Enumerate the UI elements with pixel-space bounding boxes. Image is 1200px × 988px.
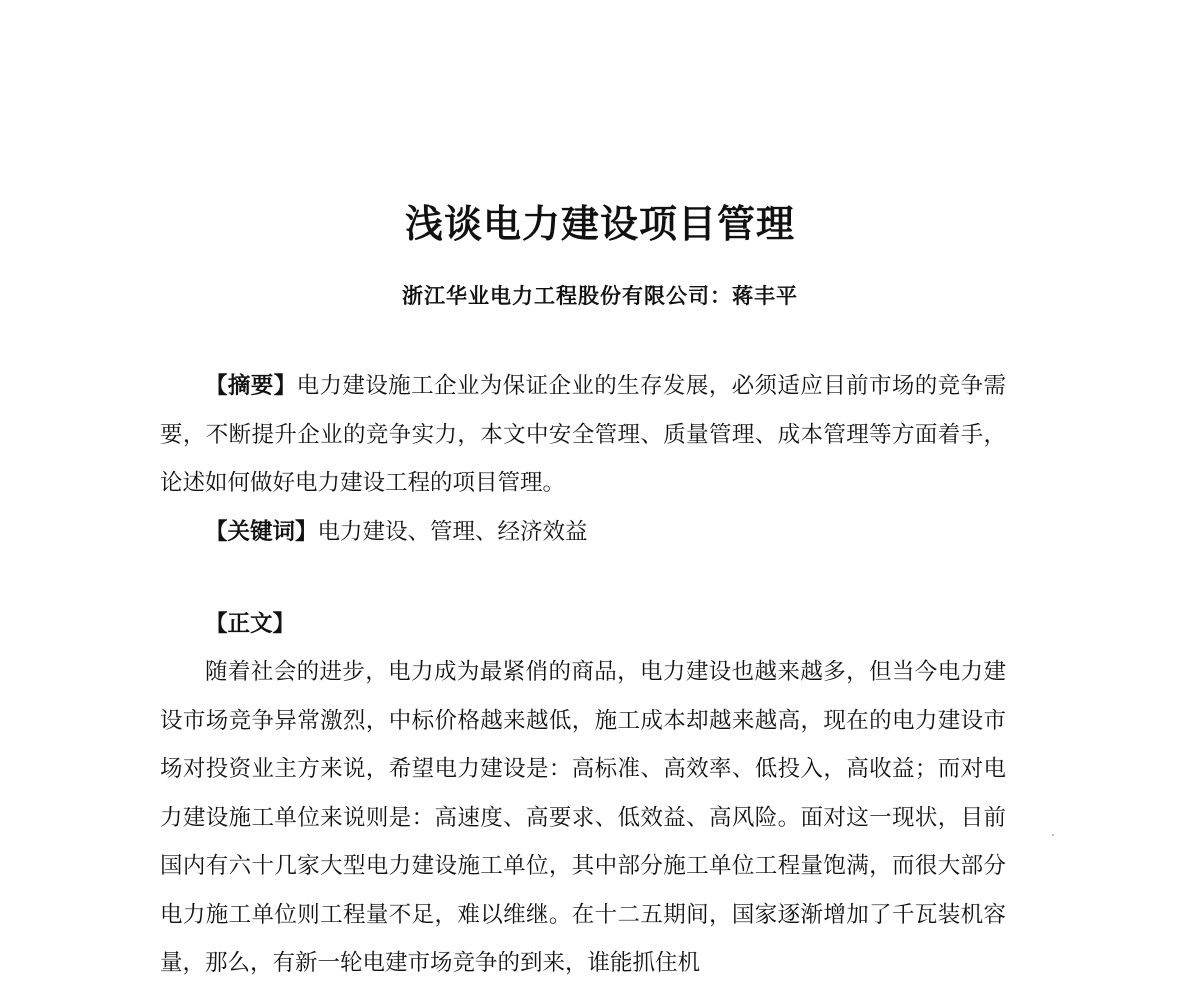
main-paragraph: 随着社会的进步，电力成为最紧俏的商品，电力建设也越来越多，但当今电力建设市场竞争异常激烈，中标价格越来越低，施工成本却越来越高，现在的电力建设市场对投资业主方来说，希望电力建设是：高标准、高效率、低投入，高收益；而对电力建设施工单位来说则是：高速度、高要求、低效益、高风险。面对这一现状，目前国内有六十几家大型电力建设施工单位，其中部分施工单位工程量饱满，而很大部分电力施工单位则工程量不足，难以维继。在十二五期间，国家逐渐增加了千瓦装机容量，那么，有新一轮电建市场竞争的到来，谁能抓住机	[160, 659, 1006, 976]
document-title: 浅谈电力建设项目管理	[404, 201, 795, 246]
abstract-paragraph	[160, 362, 1006, 508]
keywords-label: 【关键词】	[205, 519, 318, 545]
keywords-paragraph	[160, 508, 1006, 557]
abstract-label: 【摘要】	[205, 373, 297, 399]
keywords-text: 电力建设、管理、经济效益	[317, 519, 588, 545]
abstract-text: 电力建设施工企业为保证企业的生存发展，必须适应目前市场的竞争需要，不断提升企业的竞争实力，本文中安全管理、质量管理、成本管理等方面着手，论述如何做好电力建设工程的项目管理。	[160, 373, 1006, 496]
author-line: 浙江华业电力工程股份有限公司：蒋丰平	[402, 283, 798, 308]
scan-speck	[1052, 834, 1054, 836]
section-heading	[160, 600, 1006, 649]
section-heading-label: 【正文】	[205, 611, 296, 637]
